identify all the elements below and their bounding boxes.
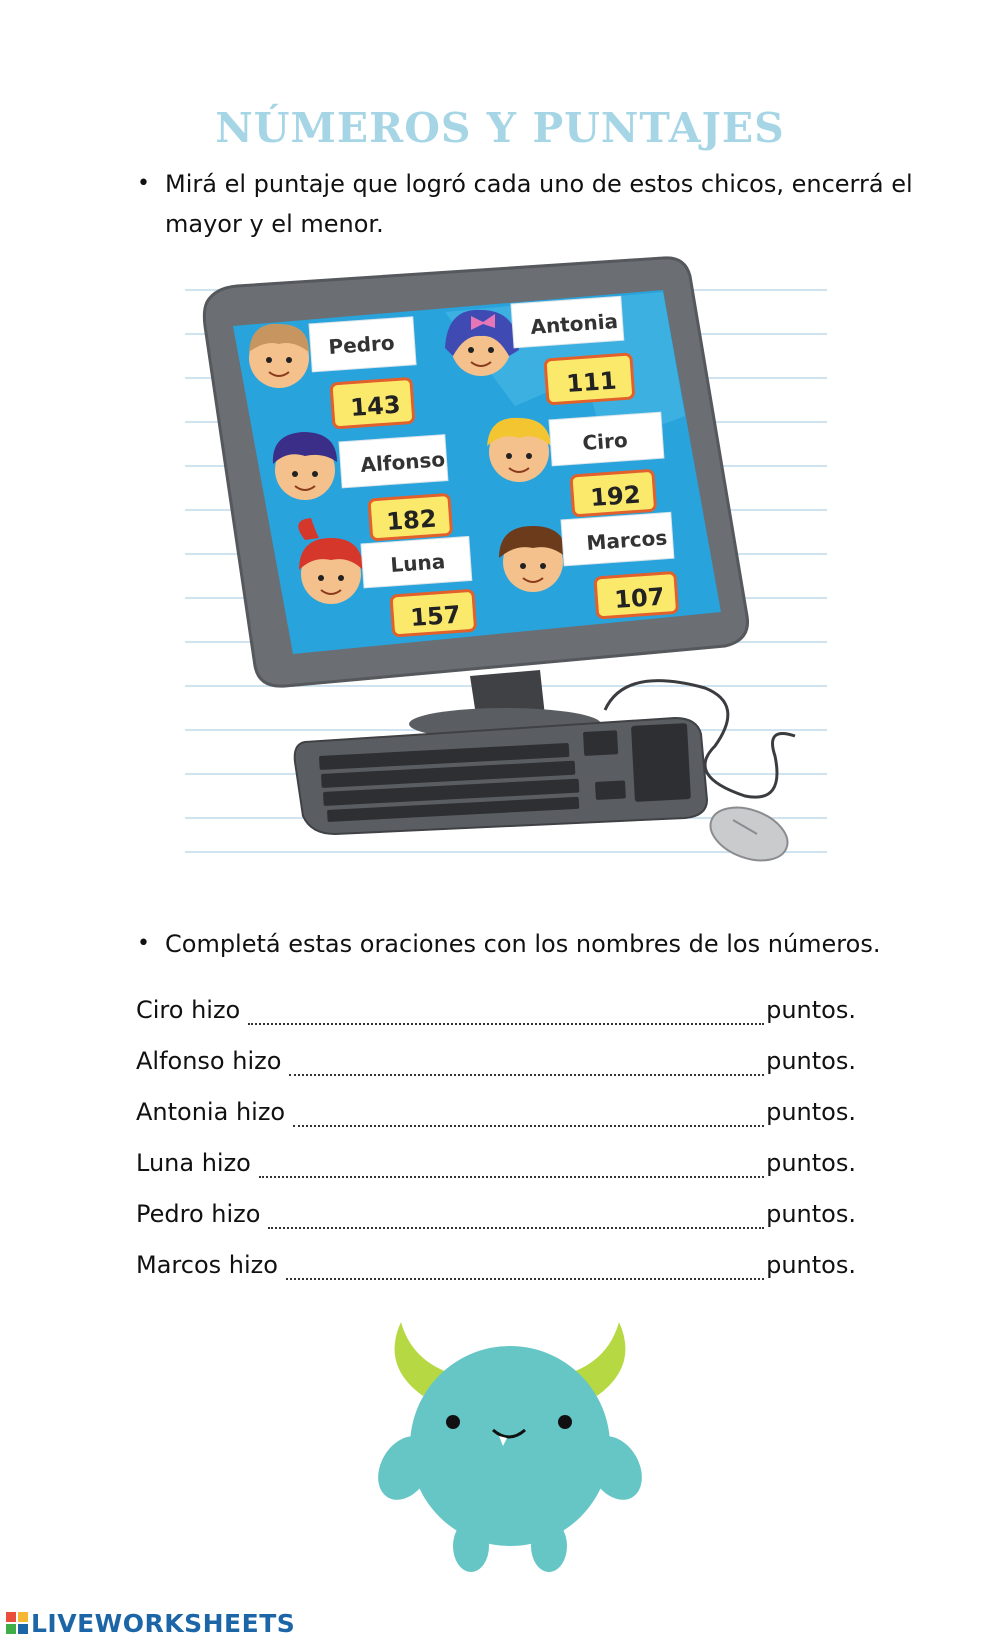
score-alfonso: 182 <box>385 504 438 536</box>
sentence-row <box>136 1047 856 1087</box>
score-ciro: 192 <box>589 480 642 512</box>
sentence-row <box>136 1251 856 1291</box>
answer-blank[interactable] <box>259 1176 764 1178</box>
answer-blank[interactable] <box>248 1023 764 1025</box>
name-label-marcos: Marcos <box>585 525 668 555</box>
instruction-2: • Completá estas oraciones con los nombres de los números. <box>165 924 925 964</box>
liveworksheets-logo[interactable] <box>6 1608 295 1638</box>
sentence-prefix: Luna hizo <box>136 1149 251 1177</box>
sentence-prefix: Pedro hizo <box>136 1200 261 1228</box>
score-luna: 157 <box>409 600 462 632</box>
score-marcos: 107 <box>613 582 666 614</box>
sentence-suffix: puntos. <box>766 1149 856 1177</box>
sentence-prefix: Marcos hizo <box>136 1251 278 1279</box>
monster-body <box>410 1346 610 1546</box>
sentence-row <box>136 1200 856 1240</box>
sentence-suffix: puntos. <box>766 1200 856 1228</box>
kid-pedro-face <box>249 324 309 388</box>
monster-illustration <box>375 1318 645 1578</box>
name-label-pedro: Pedro <box>327 330 396 359</box>
sentence-row <box>136 996 856 1036</box>
name-label-luna: Luna <box>389 549 446 577</box>
mouse <box>703 798 795 870</box>
kid-alfonso-face <box>273 432 337 500</box>
sentence-prefix: Alfonso hizo <box>136 1047 282 1075</box>
answer-blank[interactable] <box>289 1074 764 1076</box>
sentence-prefix: Ciro hizo <box>136 996 241 1024</box>
sentence-prefix: Antonia hizo <box>136 1098 286 1126</box>
sentence-suffix: puntos. <box>766 1251 856 1279</box>
sentence-suffix: puntos. <box>766 1047 856 1075</box>
sentence-suffix: puntos. <box>766 1098 856 1126</box>
instruction-1: • Mirá el puntaje que logró cada uno de estos chicos, encerrá el mayor y el menor. <box>165 164 925 244</box>
page-title: NÚMEROS Y PUNTAJES <box>215 104 785 152</box>
sentence-suffix: puntos. <box>766 996 856 1024</box>
score-antonia: 111 <box>565 366 618 398</box>
name-label-ciro: Ciro <box>581 427 629 455</box>
score-pedro: 143 <box>349 390 402 422</box>
computer-illustration <box>185 256 855 896</box>
name-label-antonia: Antonia <box>529 308 619 339</box>
sentence-row <box>136 1149 856 1189</box>
sentence-row <box>136 1098 856 1138</box>
answer-blank[interactable] <box>286 1278 764 1280</box>
answer-blank[interactable] <box>293 1125 764 1127</box>
logo-grid-icon <box>6 1612 28 1634</box>
name-label-alfonso: Alfonso <box>359 447 446 477</box>
answer-blank[interactable] <box>268 1227 764 1229</box>
logo-text: LIVEWORKSHEETS <box>31 1608 296 1638</box>
